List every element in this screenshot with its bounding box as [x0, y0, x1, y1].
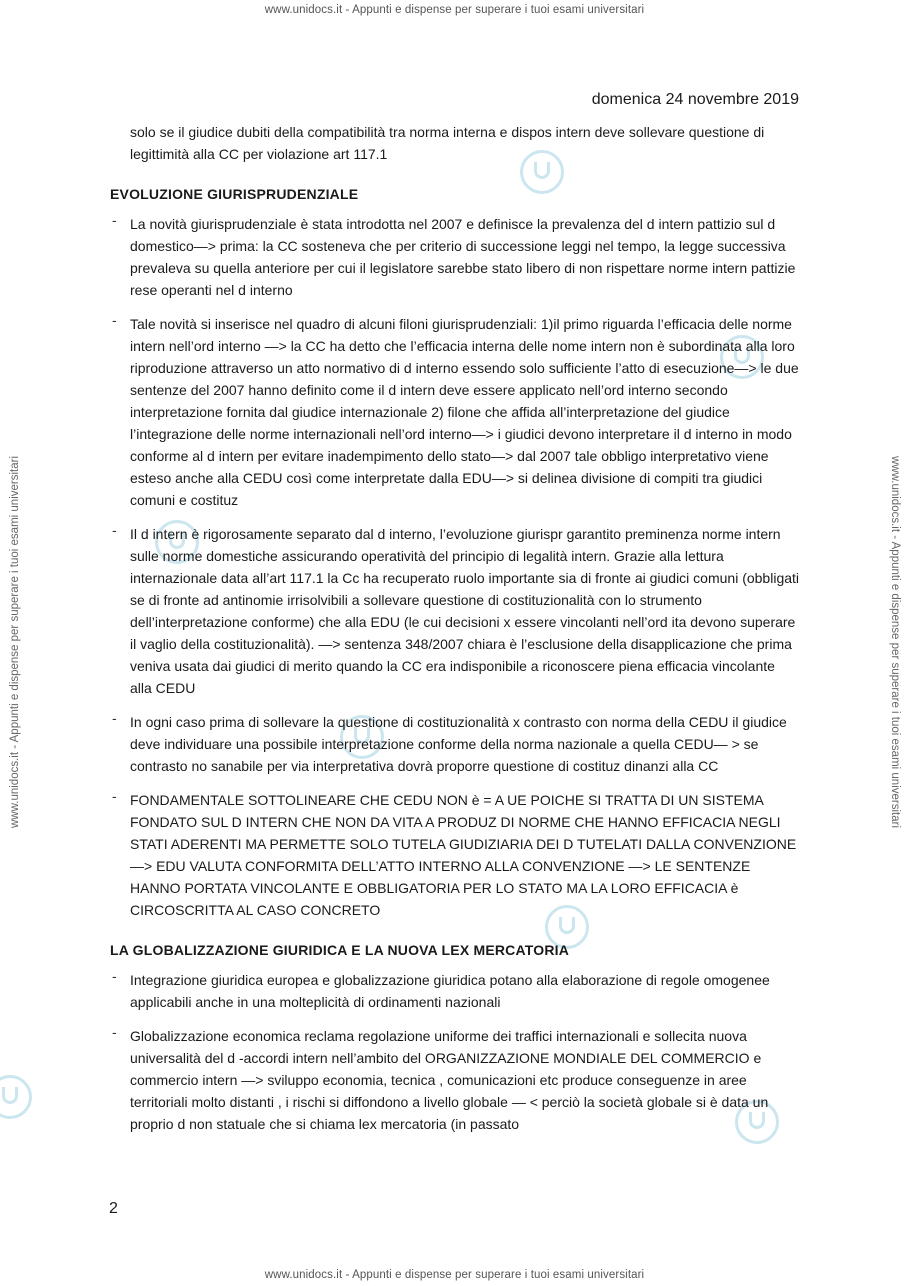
dash-bullet-icon: - [112, 788, 117, 804]
list-item [110, 213, 800, 301]
dash-bullet-icon: - [112, 522, 117, 538]
dash-bullet-icon: - [112, 968, 117, 984]
watermark-banner-bottom: www.unidocs.it - Appunti e dispense per superare i tuoi esami universitari [264, 1269, 645, 1281]
list-item-text: Globalizzazione economica reclama regolazione uniforme dei traffici internazionali e sollecita nuova universalità del d -accordi intern nell’ambito del ORGANIZZAZIONE MONDIALE DEL COMMERCIO e commercio intern —> sviluppo economia, tecnica , comunicazioni etc produce conseguenze in aree territoriali molto distanti , i rischi si diffondono a livello globale — < perciò la società globale si è data un proprio d non statuale che si chiama lex mercatoria (in passato [130, 1028, 769, 1132]
dash-bullet-icon: - [112, 312, 117, 328]
list-item-text: Integrazione giuridica europea e globalizzazione giuridica potano alla elaborazione di regole omogenee applicabili anche in una molteplicità di ordinamenti nazionali [130, 972, 770, 1010]
list-item [110, 711, 800, 777]
list-item-text: In ogni caso prima di sollevare la questione di costituzionalità x contrasto con norma della CEDU il giudice deve individuare una possibile interpretazione conforme della norma nazionale a quella CEDU— > se contrasto no sanabile per via interpretativa dovrà proporre questione di costituz dinanzi alla CC [130, 714, 787, 774]
document-body [110, 121, 800, 1147]
bullet-list [110, 213, 800, 921]
watermark-banner-top: www.unidocs.it - Appunti e dispense per superare i tuoi esami universitari [264, 4, 645, 16]
list-item [110, 969, 800, 1013]
watermark-side-left: www.unidocs.it - Appunti e dispense per superare i tuoi esami universitari [9, 455, 21, 829]
section-heading: EVOLUZIONE GIURISPRUDENZIALE [110, 186, 359, 202]
list-item-text: Tale novità si inserisce nel quadro di alcuni filoni giurisprudenziali: 1)il primo riguarda l’efficacia delle norme intern nell’ord interno —> la CC ha detto che l’efficacia interna delle nome intern non è subordinata alla loro riproduzione attraverso un atto normativo di d interno essendo solo sufficiente l’atto di esecuzione—> le due sentenze del 2007 hanno definito come il d intern deve essere applicato nell’ord interno secondo interpretazione fornita dal giudice internazionale 2) filone che affida all’interpretazione del giudice l’integrazione delle norme internazionali nell’ord interno—> i giudici devono interpretare il d interno in modo conforme al d intern per evitare inadempimento dello stato—> dal 2007 tale obbligo interpretativo viene esteso anche alla CEDU così come interpretate dalla EDU—> si delinea divisione di compiti tra giudici comuni e costituz [130, 316, 799, 508]
dash-bullet-icon: - [112, 710, 117, 726]
section-heading: LA GLOBALIZZAZIONE GIURIDICA E LA NUOVA LEX MERCATORIA [110, 942, 570, 958]
page-date: domenica 24 novembre 2019 [591, 91, 799, 108]
dash-bullet-icon: - [112, 212, 117, 228]
page-number: 2 [109, 1200, 118, 1217]
dash-bullet-icon: - [112, 1024, 117, 1040]
continuation-paragraph: solo se il giudice dubiti della compatibilità tra norma interna e dispos intern deve sollevare questione di legittimità alla CC per violazione art 117.1 [130, 124, 765, 162]
list-item-text: La novità giurisprudenziale è stata introdotta nel 2007 e definisce la prevalenza del d intern pattizio sul d domestico—> prima: la CC sosteneva che per criterio di successione leggi nel tempo, la legge successiva prevaleva su quella anteriore per cui il legislatore sarebbe stato libero di non rispettare norme intern pattizie rese operanti nel d interno [130, 216, 796, 298]
bullet-list [110, 969, 800, 1135]
list-item [110, 313, 800, 511]
list-item-text: FONDAMENTALE SOTTOLINEARE CHE CEDU NON è = A UE POICHE SI TRATTA DI UN SISTEMA FONDATO SUL D INTERN CHE NON DA VITA A PRODUZ DI NORME CHE HANNO EFFICACIA NEGLI STATI ADERENTI MA PERMETTE SOLO TUTELA GIUDIZIARIA DEI D TUTELATI DALLA CONVENZIONE—> EDU VALUTA CONFORMITA DELL’ATTO INTERNO ALLA CONVENZIONE —> LE SENTENZE HANNO PORTATA VINCOLANTE E OBBLIGATORIA PER LO STATO MA LA LORO EFFICACIA è CIRCOSCRITTA AL CASO CONCRETO [130, 792, 797, 918]
list-item [110, 1025, 800, 1135]
list-item-text: Il d intern è rigorosamente separato dal d interno, l’evoluzione giurispr garantito preminenza norme intern sulle norme domestiche assicurando operatività del principio di legalità intern. Grazie alla lettura internazionale data all’art 117.1 la Cc ha recuperato ruolo importante sia di fronte ai giudici comuni (obbligati se di fronte ad antinomie irrisolvibili a sollevare questione di costituzionalità con lo strumento dell’interpretazione conforme) che alla EDU (le cui decisioni x essere vincolanti nell’ord ita devono superare il vaglio della costituzionalità). —> sentenza 348/2007 chiara è l’esclusione della disapplicazione che prima veniva usata dai giudici di merito quando la CC era indisponibile a riconoscere piena efficacia vincolante alla CEDU [130, 526, 800, 696]
list-item [110, 789, 800, 921]
watermark-logo-icon [0, 1075, 32, 1119]
watermark-side-right: www.unidocs.it - Appunti e dispense per superare i tuoi esami universitari [889, 455, 901, 829]
list-item [110, 523, 800, 699]
